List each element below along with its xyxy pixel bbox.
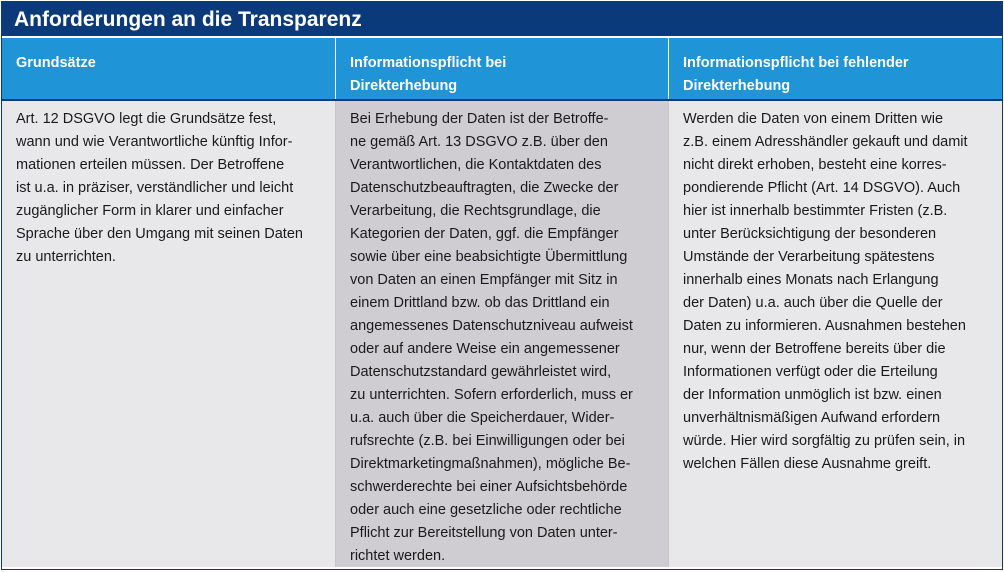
body-line: schwerderechte bei einer Aufsichtsbehörde [350, 479, 628, 495]
body-line: Bei Erhebung der Daten ist der Betroffe- [350, 111, 609, 127]
body-line: z.B. einem Adresshändler gekauft und damit [683, 134, 968, 150]
body-line: ist u.a. in präziser, verständlicher und leicht [16, 180, 294, 196]
body-line: Datenschutzstandard gewährleistet wird, [350, 364, 612, 380]
cell-fehlende-direkterhebung [669, 101, 1002, 567]
cell-direkterhebung [336, 101, 669, 567]
body-line: oder auf andere Weise ein angemessener [350, 341, 620, 357]
header-line: Direkterhebung [683, 78, 791, 94]
header-line: Direkterhebung [350, 78, 458, 94]
body-line: Sprache über den Umgang mit seinen Daten [16, 226, 303, 242]
table-body-row [2, 101, 1002, 567]
body-line: richtet werden. [350, 548, 446, 564]
body-line: zugänglicher Form in klarer und einfacher [16, 203, 284, 219]
body-line: u.a. auch über die Speicherdauer, Wider- [350, 410, 615, 426]
table-title: Anforderungen an die Transparenz [2, 2, 1002, 38]
body-line: oder auch eine gesetzliche oder rechtliche [350, 502, 622, 518]
body-line: nur, wenn der Betroffene bereits über die [683, 341, 946, 357]
body-line: nicht direkt erhoben, besteht eine korres- [683, 157, 947, 173]
header-informationspflicht-fehlende-direkterhebung [669, 38, 1002, 99]
body-line: Verarbeitung, die Rechtsgrundlage, die [350, 203, 601, 219]
body-line: pondierende Pflicht (Art. 14 DSGVO). Auch [683, 180, 961, 196]
header-line: Informationspflicht bei fehlender [683, 55, 909, 71]
body-line: Direktmarketingmaßnahmen), mögliche Be- [350, 456, 631, 472]
body-line: von Daten an einen Empfänger mit Sitz in [350, 272, 618, 288]
body-line: wann und wie Verantwortliche künftig Infor- [16, 134, 293, 150]
body-line: rufsrechte (z.B. bei Einwilligungen oder bei [350, 433, 625, 449]
header-line: Grundsätze [16, 55, 96, 71]
body-line: Art. 12 DSGVO legt die Grundsätze fest, [16, 111, 277, 127]
body-line: hier ist innerhalb bestimmter Fristen (z.B. [683, 203, 948, 219]
header-grundsaetze [2, 38, 336, 99]
body-line: Umstände der Verarbeitung spätestens [683, 249, 935, 265]
body-line: zu unterrichten. Sofern erforderlich, muss er [350, 387, 633, 403]
body-line: Daten zu informieren. Ausnahmen bestehen [683, 318, 966, 334]
body-line: unverhältnismäßigen Aufwand erfordern [683, 410, 941, 426]
body-line: Verantwortlichen, die Kontaktdaten des [350, 157, 602, 173]
body-line: Pflicht zur Bereitstellung von Daten unter- [350, 525, 618, 541]
header-line: Informationspflicht bei [350, 55, 507, 71]
body-line: ne gemäß Art. 13 DSGVO z.B. über den [350, 134, 608, 150]
transparency-requirements-table [1, 1, 1003, 570]
body-line: Datenschutzbeauftragten, die Zwecke der [350, 180, 619, 196]
body-line: unter Berücksichtigung der besonderen [683, 226, 937, 242]
body-line: der Daten) u.a. auch über die Quelle der [683, 295, 943, 311]
body-line: Werden die Daten von einem Dritten wie [683, 111, 944, 127]
body-line: sowie über eine beabsichtigte Übermittlung [350, 249, 628, 265]
table-header-row [2, 38, 1002, 101]
body-line: Informationen verfügt oder die Erteilung [683, 364, 938, 380]
body-line: angemessenes Datenschutzniveau aufweist [350, 318, 633, 334]
body-line: mationen erteilen müssen. Der Betroffene [16, 157, 285, 173]
body-line: würde. Hier wird sorgfältig zu prüfen sein, in [683, 433, 966, 449]
body-line: welchen Fällen diese Ausnahme greift. [683, 456, 932, 472]
body-line: der Information unmöglich ist bzw. einen [683, 387, 942, 403]
body-line: innerhalb eines Monats nach Erlangung [683, 272, 939, 288]
cell-grundsaetze [2, 101, 336, 567]
body-line: zu unterrichten. [16, 249, 116, 265]
body-line: einem Drittland bzw. ob das Drittland ein [350, 295, 610, 311]
body-line: Kategorien der Daten, ggf. die Empfänger [350, 226, 619, 242]
header-informationspflicht-direkterhebung [336, 38, 669, 99]
